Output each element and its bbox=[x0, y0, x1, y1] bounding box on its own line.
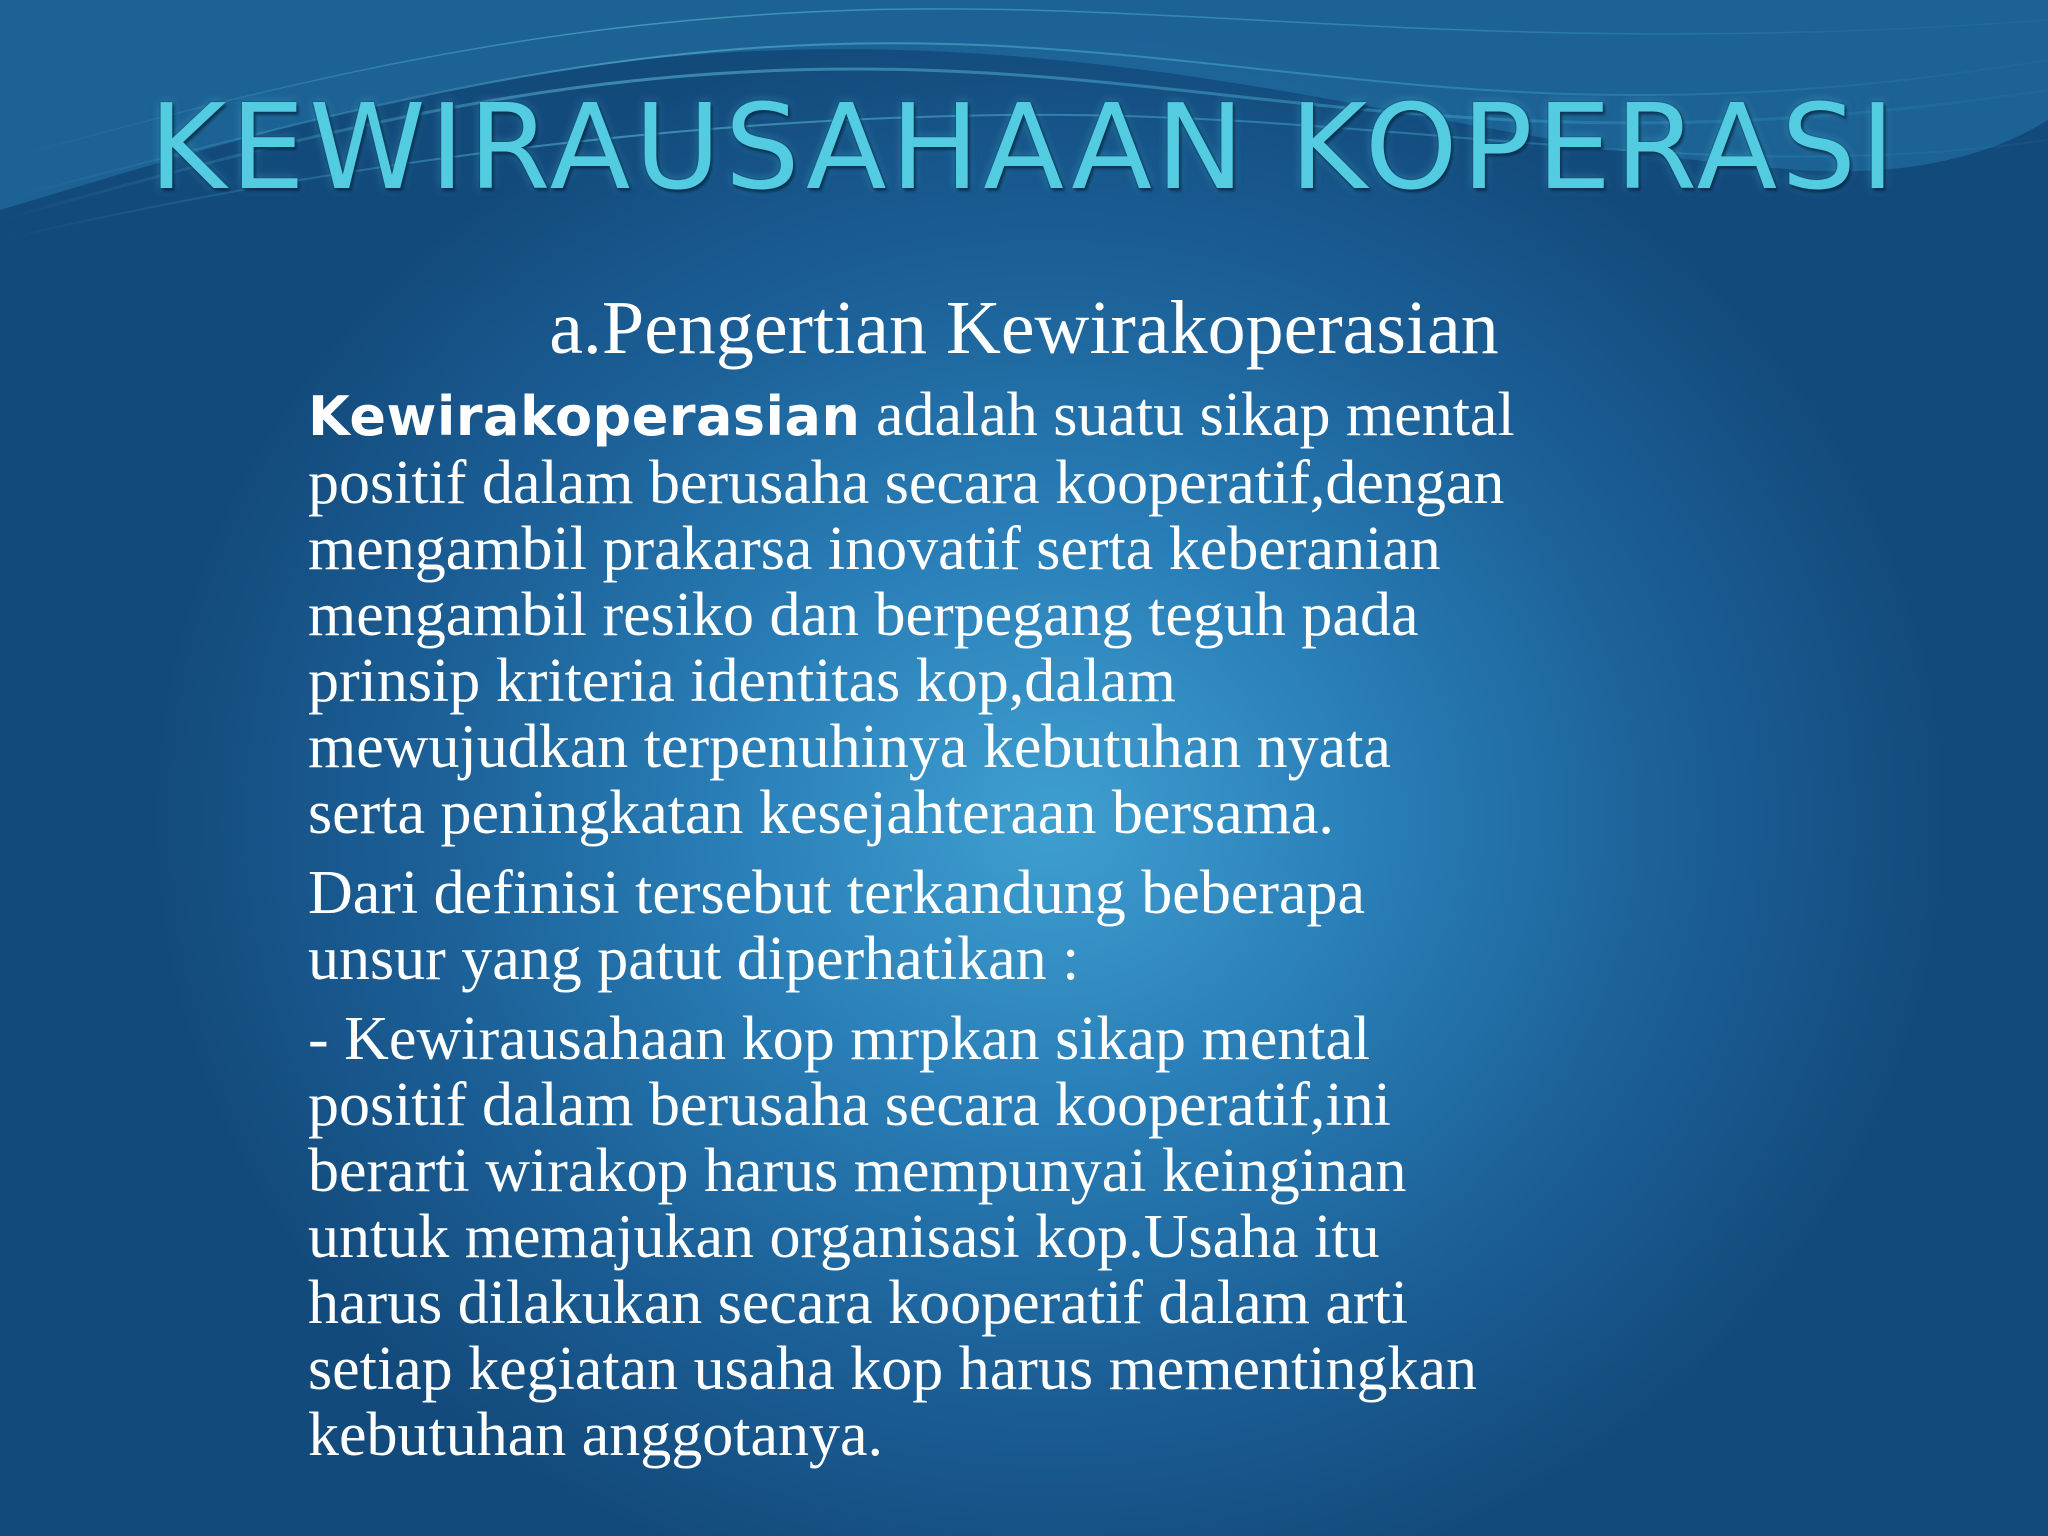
section-subtitle bbox=[0, 286, 2048, 370]
point-line: berarti wirakop harus mempunyai keinginan bbox=[308, 1137, 1407, 1205]
slide-title: KEWIRAUSAHAAN KOPERASI bbox=[149, 78, 1899, 216]
definition-line: serta peningkatan kesejahteraan bersama. bbox=[308, 779, 1334, 847]
defined-term: Kewirakoperasian bbox=[308, 385, 861, 448]
point-line: setiap kegiatan usaha kop harus mementingkan bbox=[308, 1335, 1478, 1403]
intro-line: Dari definisi tersebut terkandung beberapa bbox=[308, 859, 1366, 927]
point-line: kebutuhan anggotanya. bbox=[308, 1401, 884, 1469]
slide-body bbox=[308, 382, 1808, 1468]
definition-first-line-rest: adalah suatu sikap mental bbox=[860, 381, 1515, 449]
intro-paragraph bbox=[308, 860, 1808, 992]
definition-first-line bbox=[308, 382, 1808, 450]
definition-line: positif dalam berusaha secara kooperatif,dengan bbox=[308, 449, 1505, 517]
point-line: harus dilakukan secara kooperatif dalam arti bbox=[308, 1269, 1409, 1337]
definition-line: mengambil prakarsa inovatif serta keberanian bbox=[308, 515, 1441, 583]
definition-line: mewujudkan terpenuhinya kebutuhan nyata bbox=[308, 713, 1391, 781]
point-paragraph bbox=[308, 1006, 1808, 1468]
definition-paragraph bbox=[308, 382, 1808, 846]
intro-line: unsur yang patut diperhatikan : bbox=[308, 925, 1080, 993]
definition-line: mengambil resiko dan berpegang teguh pada bbox=[308, 581, 1419, 649]
section-subtitle-text: a.Pengertian Kewirakoperasian bbox=[549, 286, 1499, 370]
point-line: untuk memajukan organisasi kop.Usaha itu bbox=[308, 1203, 1380, 1271]
point-line: - Kewirausahaan kop mrpkan sikap mental bbox=[308, 1005, 1371, 1073]
point-line: positif dalam berusaha secara kooperatif,ini bbox=[308, 1071, 1391, 1139]
definition-line: prinsip kriteria identitas kop,dalam bbox=[308, 647, 1176, 715]
